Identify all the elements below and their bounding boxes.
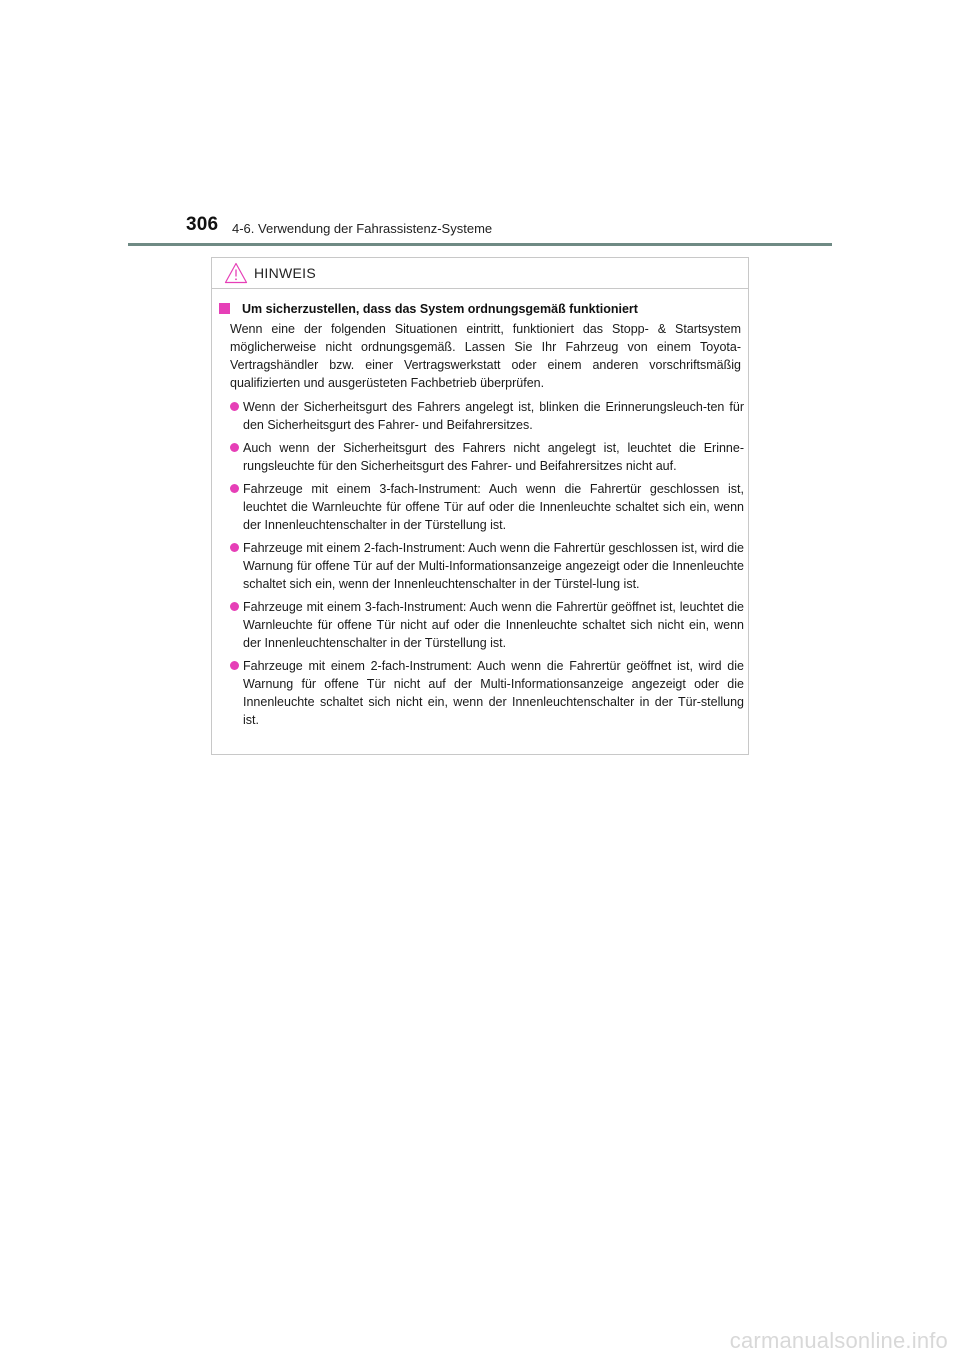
list-item-text: Auch wenn der Sicherheitsgurt des Fahrers nicht angelegt ist, leuchtet die Erinne-rungsleuchte für den Sicherheitsgurt des Fahrer- und Beifahrersitzes nicht auf. — [243, 441, 744, 473]
list-item-text: Wenn der Sicherheitsgurt des Fahrers angelegt ist, blinken die Erinnerungsleuch-ten für den Sicherheitsgurt des Fahrer- und Beifahrersitzes. — [243, 400, 744, 432]
circle-bullet-icon — [230, 602, 239, 611]
header-rule — [128, 243, 832, 246]
notice-box — [211, 257, 749, 755]
circle-bullet-icon — [230, 443, 239, 452]
list-item — [212, 398, 744, 434]
list-item-text: Fahrzeuge mit einem 2-fach-Instrument: Auch wenn die Fahrertür geöffnet ist, wird die Warnung für offene Tür nicht auf der Multi-Informationsanzeige angezeigt oder die Innenleuchte schaltet sich nicht ein, wenn der Innenleuchtenschalter in der Tür-stellung ist. — [243, 659, 744, 727]
subheading — [212, 300, 750, 318]
list-item — [212, 539, 744, 593]
notice-header — [212, 258, 748, 289]
list-item-text: Fahrzeuge mit einem 2-fach-Instrument: Auch wenn die Fahrertür geschlossen ist, wird die Warnung für offene Tür auf der Multi-Informationsanzeige angezeigt oder die Innenleuchte schaltet sich ein, wenn der Innenleuchtenschalter in der Türstel-lung ist. — [243, 541, 744, 591]
subheading-text: Um sicherzustellen, dass das System ordnungsgemäß funktioniert — [242, 302, 638, 316]
list-item — [212, 439, 744, 475]
list-item-text: Fahrzeuge mit einem 3-fach-Instrument: Auch wenn die Fahrertür geschlossen ist, leuchtet die Warnleuchte für offene Tür auf oder die Innenleuchte schaltet sich ein, wenn der Innenleuchtenschalter in der Türstellung ist. — [243, 482, 744, 532]
square-bullet-icon — [219, 303, 230, 314]
circle-bullet-icon — [230, 661, 239, 670]
notice-label: HINWEIS — [254, 265, 316, 281]
intro-paragraph: Wenn eine der folgenden Situationen eintritt, funktioniert das Stopp- & Startsystem möglicherweise nicht ordnungsgemäß. Lassen Sie Ihr Fahrzeug von einem Toyota-Vertragshändler bzw. einer Vertragswerkstatt oder einem anderen vorschriftsmäßig qualifizierten und ausgerüsteten Fachbetrieb überprüfen. — [230, 322, 741, 390]
circle-bullet-icon — [230, 543, 239, 552]
circle-bullet-icon — [230, 402, 239, 411]
section-title: 4-6. Verwendung der Fahrassistenz-Systeme — [232, 221, 493, 236]
notice-body — [212, 300, 750, 734]
list-item — [212, 598, 744, 652]
list-item — [212, 657, 744, 729]
page-number: 306 — [186, 214, 219, 235]
circle-bullet-icon — [230, 484, 239, 493]
watermark: carmanualsonline.info — [729, 1328, 948, 1353]
list-item — [212, 480, 744, 534]
bullet-list — [212, 398, 750, 729]
list-item-text: Fahrzeuge mit einem 3-fach-Instrument: Auch wenn die Fahrertür geöffnet ist, leuchtet die Warnleuchte für offene Tür nicht auf oder die Innenleuchte schaltet sich nicht ein, wenn der Innenleuchtenschalter in der Türstellung ist. — [243, 600, 744, 650]
warning-triangle-icon — [224, 262, 248, 284]
